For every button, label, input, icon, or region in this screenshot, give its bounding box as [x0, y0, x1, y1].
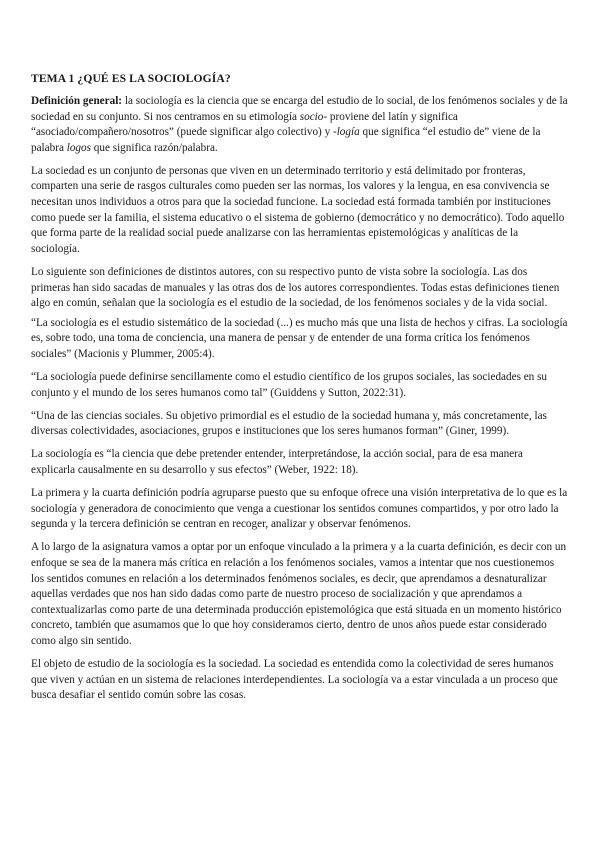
term-socio: socio-	[299, 110, 328, 123]
paragraph-definiciones-intro: Lo siguiente son definiciones de distintos autores, con su respectivo punto de vista sobre la sociología. Las dos primeras han sido sacadas de manuales y las otras dos de los autores correspondientes. Todas estas definiciones tienen algo en común, señalan que la sociología es el estudio de la sociedad, de los fenómenos sociales y de la vida social.	[31, 265, 560, 310]
quote-macionis: “La sociología es el estudio sistemático de la sociedad (...) es mucho más que una lista de hechos y cifras. La sociología es, sobre todo, una toma de conciencia, una manera de pensar y de entender de una forma crítica los fenómenos sociales” (Macionis y Plummer, 2005:4).	[31, 316, 568, 360]
paragraph-sociedad: La sociedad es un conjunto de personas que viven en un determinado territorio y está delimitado por fronteras, comparten una serie de rasgos culturales como pueden ser las normas, los valores y la lengua, en esa convivencia se necesitan unos individuos a otros para que la sociedad funcione. La sociedad está formada también por instituciones como puede ser la familia, el sistema educativo o el sistema de gobierno (democrático y no democrático). Todo aquello que forma parte de la realidad social puede analizarse con las herramientas epistemológicas y analíticas de la sociología.	[31, 164, 565, 255]
definicion-label: Definición general:	[31, 95, 123, 107]
paragraph-asignatura: A lo largo de la asignatura vamos a optar por un enfoque vinculado a la primera y a la cuarta definición, es decir con un enfoque se sea de la manera más crítica en relación a los fenómenos sociales, vamos a intentar que nos cuestionemos los sentidos comunes en relación a los determinados fenómenos sociales, es decir, que aprendamos a desnaturalizar aquellas verdades que nos han sido dadas como parte de nuestro proceso de socialización y que aprendamos a contextualizarlas como parte de una determinada producción epistemológica que está situada en un momento histórico concreto, también que asumamos que lo que hoy consideramos cierto, dentro de unos años puede estar considerado como algo sin sentido.	[31, 541, 567, 647]
term-logos: logos	[66, 141, 91, 154]
paragraph-definicion-general	[31, 94, 569, 156]
quote-giner: “Una de las ciencias sociales. Su objetivo primordial es el estudio de la sociedad humana y, más concretamente, las diversas colectividades, asociaciones, grupos e instituciones que los seres humanos forman” (Giner, 1999).	[31, 409, 547, 438]
term-logia: -logía	[332, 126, 360, 139]
quote-giddens: “La sociología puede definirse sencillamente como el estudio científico de los grupos sociales, las sociedades en su conjunto y el mundo de los seres humanos como tal” (Guiddens y Sutton, 2022:31).	[31, 371, 548, 399]
definicion-text-2: proviene del latín y significa “asociado/compañero/nosotros” (puede significar algo colectivo) y	[31, 110, 458, 139]
page-title: TEMA 1 ¿QUÉ ES LA SOCIOLOGÍA?	[31, 72, 231, 85]
quote-weber: La sociología es “la ciencia que debe pretender entender, interpretándose, la acción social, para de esa manera explicarla causalmente en su desarrollo y sus efectos” (Weber, 1922: 18).	[31, 448, 523, 476]
definicion-text-1: la sociología es la ciencia que se encarga del estudio de lo social, de los fenómenos sociales y de la sociedad en su conjunto. Si nos centramos en su etimología	[31, 95, 568, 123]
paragraph-objeto: El objeto de estudio de la sociología es la sociedad. La sociedad es entendida como la colectividad de seres humanos que viven y actúan en un sistema de relaciones interdependientes. La sociología va a estar vinculada a un proceso que busca desafiar el sentido común sobre las cosas.	[31, 658, 558, 702]
definicion-text-3: que significa “el estudio de” viene de la palabra	[31, 126, 541, 154]
paragraph-agrupacion: La primera y la cuarta definición podría agruparse puesto que su enfoque ofrece una visión interpretativa de lo que es la sociología y generadora de conocimiento que venga a cuestionar los sentidos comunes compartidos, y por otro lado la segunda y la tercera definición se centran en recoger, analizar y observar fenómenos.	[31, 487, 568, 531]
definicion-text-4: que significa razón/palabra.	[90, 141, 218, 154]
